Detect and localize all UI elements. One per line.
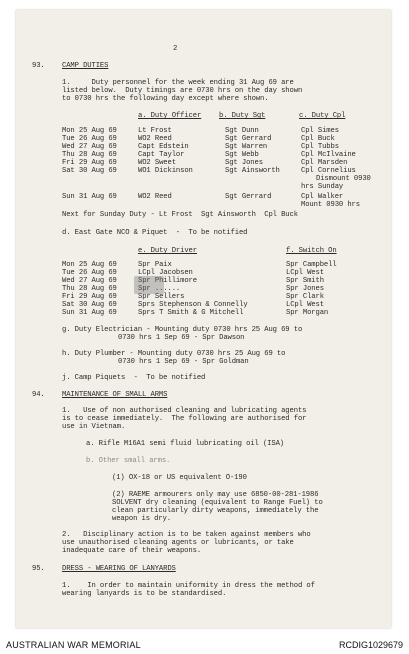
- col-duty-officer-header: a. Duty Officer: [138, 112, 202, 120]
- s94-item-b2-line3: clean particularly dirty weapons, immediately the: [112, 507, 319, 515]
- camp-piquets-line: j. Camp Piquets - To be notified: [62, 374, 206, 382]
- duty-row-cpl: Cpl Cornelius: [301, 167, 356, 175]
- duty-row-day: Sat 30 Aug 69: [62, 167, 117, 175]
- duty-row-officer: Capt Taylor: [138, 151, 185, 159]
- section-94-heading: MAINTENANCE OF SMALL ARMS: [62, 391, 168, 399]
- duty-row-officer: WO1 Dickinson: [138, 167, 193, 175]
- s93-para1-line2: listed below. Duty timings are 0730 hrs on the day shown: [62, 87, 303, 95]
- duty-electrician-line2: 0730 hrs 1 Sep 69 - Spr Dawson: [118, 334, 245, 342]
- duty-row-day: Sun 31 Aug 69: [62, 193, 117, 201]
- s94-para1-line1: 1. Use of non authorised cleaning and lubricating agents: [62, 407, 307, 415]
- duty-row-cpl: Cpl Walker: [301, 193, 344, 201]
- driver-row-driver: Spr Sellers: [138, 293, 185, 301]
- driver-row-day: Wed 27 Aug 69: [62, 277, 117, 285]
- driver-row-driver: Sprs Stephenson & Connelly: [138, 301, 248, 309]
- driver-row-day: Tue 26 Aug 69: [62, 269, 117, 277]
- s93-para1-line3: to 0730 hrs the following day except where shown.: [62, 95, 269, 103]
- s95-para1-line2: wearing lanyards is to be standardised.: [62, 590, 227, 598]
- s94-item-a: a. Rifle M16A1 semi fluid lubricating oil (ISA): [86, 440, 285, 448]
- archive-footer: [0, 636, 409, 654]
- col-duty-cpl-header: c. Duty Cpl: [299, 112, 346, 120]
- duty-row-sgt: Sgt Webb: [225, 151, 259, 159]
- duty-row-cpl: Cpl Tubbs: [301, 143, 339, 151]
- east-gate-line: d. East Gate NCO & Piquet - To be notified: [62, 229, 248, 237]
- duty-row-day: Mon 25 Aug 69: [62, 127, 117, 135]
- section-95-heading: DRESS - WEARING OF LANYARDS: [62, 565, 176, 573]
- s94-para1-line3: use in Vietnam.: [62, 423, 126, 431]
- col-switch-on-header: f. Switch On: [286, 247, 337, 255]
- driver-row-driver: Spr ......: [138, 285, 181, 293]
- cpl-note: Dismount 0930: [316, 175, 371, 183]
- section-94-number: 94.: [32, 391, 45, 399]
- s94-item-b2-line1: (2) RAEME armourers only may use 6850-00-281-1986: [112, 491, 319, 499]
- archive-record-id: RCDIG1029679: [338, 640, 403, 650]
- col-duty-sgt-header: b. Duty Sgt: [219, 112, 266, 120]
- driver-row-day: Thu 28 Aug 69: [62, 285, 117, 293]
- duty-row-sgt: Sgt Gerrard: [225, 135, 272, 143]
- s94-item-b1: (1) OX-18 or US equivalent O-190: [112, 474, 247, 482]
- s95-para1-line1: 1. In order to maintain uniformity in dress the method of: [62, 582, 315, 590]
- duty-row-officer: Lt Frost: [138, 127, 172, 135]
- s94-para2-line2: use unauthorised cleaning agents or lubricants, or take: [62, 539, 294, 547]
- duty-row-cpl: Cpl McIlvaine: [301, 151, 356, 159]
- driver-row-driver: Spr Phillimore: [138, 277, 197, 285]
- section-93-number: 93.: [32, 62, 45, 70]
- s94-para1-line2: is to cease immediately. The following are authorised for: [62, 415, 307, 423]
- duty-row-officer: WO2 Reed: [138, 135, 172, 143]
- s94-para2-line3: inadequate care of their weapons.: [62, 547, 202, 555]
- document-page: [16, 10, 391, 628]
- driver-row-switch: Spr Jones: [286, 285, 324, 293]
- duty-row-day: Wed 27 Aug 69: [62, 143, 117, 151]
- duty-row-day: Tue 26 Aug 69: [62, 135, 117, 143]
- duty-row-cpl: Cpl Marsden: [301, 159, 348, 167]
- section-95-number: 95.: [32, 565, 45, 573]
- driver-row-driver: Sprs T Smith & G Mitchell: [138, 309, 244, 317]
- driver-row-day: Mon 25 Aug 69: [62, 261, 117, 269]
- duty-plumber-line2: 0730 hrs 1 Sep 69 - Spr Goldman: [118, 358, 249, 366]
- s94-item-b2-line4: weapon is dry.: [112, 515, 171, 523]
- driver-row-day: Fri 29 Aug 69: [62, 293, 117, 301]
- driver-row-switch: Spr Smith: [286, 277, 324, 285]
- duty-row-cpl: Cpl Buck: [301, 135, 335, 143]
- duty-row-day: Fri 29 Aug 69: [62, 159, 117, 167]
- driver-row-driver: Spr Paix: [138, 261, 172, 269]
- duty-row-sgt: Sgt Jones: [225, 159, 263, 167]
- duty-row-sgt: Sgt Dunn: [225, 127, 259, 135]
- cpl-note: Mount 0930 hrs: [301, 201, 360, 209]
- duty-row-sgt: Sgt Gerrard: [225, 193, 272, 201]
- duty-plumber-line1: h. Duty Plumber - Mounting duty 0730 hrs 25 Aug 69 to: [62, 350, 286, 358]
- driver-row-driver: LCpl Jacobsen: [138, 269, 193, 277]
- driver-row-switch: Spr Clark: [286, 293, 324, 301]
- s94-para2-line1: 2. Disciplinary action is to be taken against members who: [62, 531, 311, 539]
- s94-item-b: b. Other small arms.: [86, 457, 171, 465]
- cpl-note: hrs Sunday: [301, 183, 344, 191]
- archive-name: AUSTRALIAN WAR MEMORIAL: [6, 640, 141, 650]
- duty-row-officer: WO2 Sweet: [138, 159, 176, 167]
- driver-row-day: Sat 30 Aug 69: [62, 301, 117, 309]
- ink-smudge: [134, 276, 164, 294]
- s93-para1-line1: 1. Duty personnel for the week ending 31 Aug 69 are: [62, 79, 294, 87]
- driver-row-switch: Spr Campbell: [286, 261, 337, 269]
- duty-electrician-line1: g. Duty Electrician - Mounting duty 0730 hrs 25 Aug 69 to: [62, 326, 303, 334]
- driver-row-switch: Spr Morgan: [286, 309, 329, 317]
- duty-row-day: Thu 28 Aug 69: [62, 151, 117, 159]
- duty-row-cpl: Cpl Simes: [301, 127, 339, 135]
- duty-row-sgt: Sgt Ainsworth: [225, 167, 280, 175]
- section-93-heading: CAMP DUTIES: [62, 62, 109, 70]
- page-number: 2: [173, 45, 178, 53]
- col-duty-driver-header: e. Duty Driver: [138, 247, 197, 255]
- s94-item-b2-line2: SOLVENT dry cleaning (equivalent to Range Fuel) to: [112, 499, 323, 507]
- driver-row-switch: LCpl West: [286, 269, 324, 277]
- duty-row-officer: Capt Edstein: [138, 143, 189, 151]
- driver-row-switch: LCpl West: [286, 301, 324, 309]
- next-sunday-duty: Next for Sunday Duty - Lt Frost Sgt Ainsworth Cpl Buck: [62, 211, 298, 219]
- driver-row-day: Sun 31 Aug 69: [62, 309, 117, 317]
- duty-row-officer: WO2 Reed: [138, 193, 172, 201]
- duty-row-sgt: Sgt Warren: [225, 143, 268, 151]
